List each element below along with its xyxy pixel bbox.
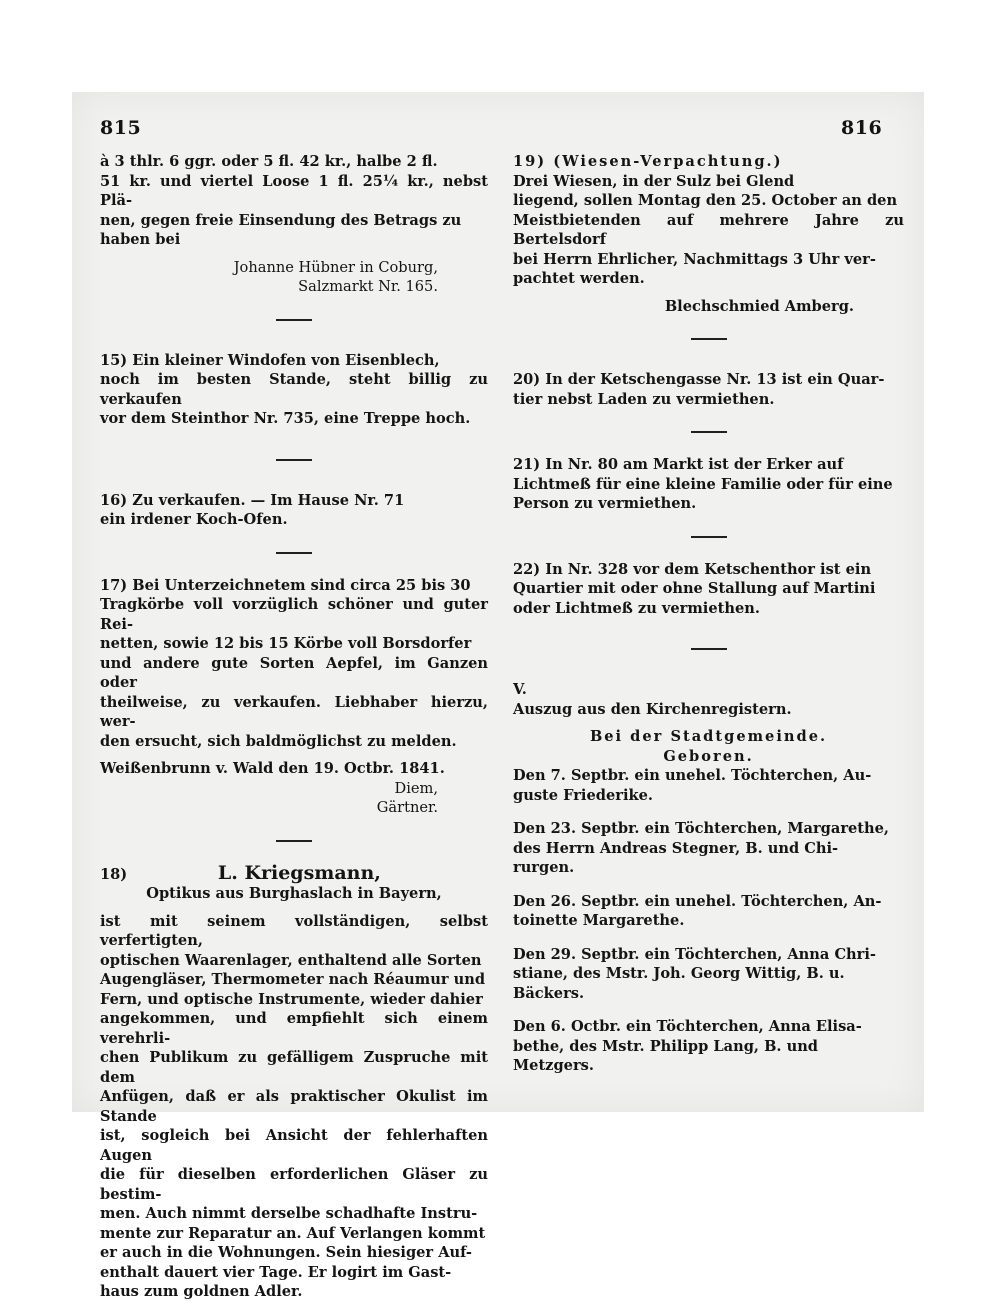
text-line: oder Lichtmeß zu vermiethen. [513,599,760,617]
ad-20 [513,370,904,409]
text-line: Den 6. Octbr. ein Töchterchen, Anna Elisa- [513,1018,862,1035]
text-line: Quartier mit oder ohne Stallung auf Martini [513,580,876,597]
text-line: Anfügen, daß er als praktischer Okulist im Stande [100,1088,488,1125]
text-line: Drei Wiesen, in der Sulz bei Glend [513,172,795,190]
text-line: vor dem Steinthor Nr. 735, eine Treppe hoch. [100,410,471,427]
text-line: toinette Margarethe. [513,912,685,929]
text-line: enthalt dauert vier Tage. Er logirt im Gast- [100,1263,452,1281]
ad-18-number: 18) [100,865,128,883]
text-line: men. Auch nimmt derselbe schadhafte Instru- [100,1205,478,1222]
ad-17 [100,576,488,818]
intro-signature-name: Johanne Hübner in Coburg, [233,258,438,276]
ad-18-name: L. Kriegsmann, [217,861,381,884]
text-line: Lichtmeß für eine kleine Familie oder für eine [513,475,893,493]
text-line: Meistbietenden auf mehrere Jahre zu Bertelsdorf [513,211,904,248]
text-line: den ersucht, sich baldmöglichst zu melden. [100,732,457,750]
text-line: chen Publikum zu gefälligem Zuspruche mit dem [100,1049,488,1086]
text-line: Person zu vermiethen. [513,495,697,512]
ad-18 [100,861,488,1302]
text-line: Den 23. Septbr. ein Töchterchen, Margarethe, [513,820,890,837]
intro-paragraph [100,152,488,250]
birth-entry [513,945,904,1004]
ad-19 [513,152,904,316]
ad-17-signature-role: Gärtner. [376,799,438,816]
text-line: er auch in die Wohnungen. Sein hiesiger Auf- [100,1244,472,1261]
ad-16 [100,491,488,530]
text-line: angekommen, und empfiehlt sich einem verehrli- [100,1010,488,1047]
ad-18-subtitle: Optikus aus Burghaslach in Bayern, [146,885,442,902]
text-line: pachtet werden. [513,270,645,287]
text-line: 22) In Nr. 328 vor dem Ketschenthor ist ein [513,560,872,578]
text-line: mente zur Reparatur an. Auf Verlangen kommt [100,1224,486,1242]
text-line: rurgen. [513,859,575,876]
text-line: nen, gegen freie Einsendung des Betrags zu [100,211,462,229]
birth-entry [513,1017,904,1076]
page-number-right: 816 [841,117,883,139]
text-line: haus zum goldnen Adler. [100,1283,303,1300]
text-line: liegend, sollen Montag den 25. October an den [513,192,898,209]
text-line: 21) In Nr. 80 am Markt ist der Erker auf [513,456,844,473]
text-line: ist mit seinem vollständigen, selbst verfertigten, [100,912,488,949]
left-column [100,152,488,1302]
text-line: tier nebst Laden zu vermiethen. [513,390,775,408]
text-line: theilweise, zu verkaufen. Liebhaber hierzu, wer- [100,693,488,730]
text-line: ist, sogleich bei Ansicht der fehlerhaften Augen [100,1127,488,1164]
text-line: bei Herrn Ehrlicher, Nachmittags 3 Uhr ver- [513,250,876,268]
church-register-section [513,680,904,1076]
text-line: Bäckers. [513,984,585,1002]
text-line: optischen Waarenlager, enthaltend alle Sorten [100,951,482,969]
text-line: Tragkörbe voll vorzüglich schöner und guter Rei- [100,596,488,633]
right-column [513,152,904,1076]
text-line: à 3 thlr. 6 ggr. oder 5 fl. 42 kr., halbe 2 fl. [100,153,438,170]
text-line: netten, sowie 12 bis 15 Körbe voll Borsdorfer [100,635,472,652]
text-line: Fern, und optische Instrumente, wieder dahier [100,990,483,1008]
page-number-left: 815 [100,117,142,139]
section-numeral: V. [513,681,527,698]
ad-21 [513,455,904,514]
text-line: die für dieselben erforderlichen Gläser zu bestim- [100,1166,488,1203]
intro-signature-address: Salzmarkt Nr. 165. [298,278,438,295]
text-line: Den 7. Septbr. ein unehel. Töchterchen, Au- [513,767,872,784]
text-line: Metzgers. [513,1057,594,1074]
section-subtitle: Bei der Stadtgemeinde. [589,728,828,745]
ad-17-signature-name: Diem, [394,779,438,797]
ad-22 [513,560,904,619]
text-line: 16) Zu verkaufen. — Im Hause Nr. 71 [100,491,405,509]
ad-19-heading: 19) (Wiesen-Verpachtung.) [513,153,783,170]
birth-entry [513,766,904,805]
text-line: ein irdener Koch-Ofen. [100,511,288,528]
text-line: bethe, des Mstr. Philipp Lang, B. und [513,1037,819,1055]
text-line: guste Friederike. [513,786,653,804]
text-line: 20) In der Ketschengasse Nr. 13 ist ein Quar- [513,371,885,388]
text-line: stiane, des Mstr. Joh. Georg Wittig, B. u. [513,965,845,982]
ad-15 [100,351,488,429]
text-line: 17) Bei Unterzeichnetem sind circa 25 bis 30 [100,576,471,594]
birth-entry [513,819,904,878]
text-line: des Herrn Andreas Stegner, B. und Chi- [513,839,839,857]
text-line: 15) Ein kleiner Windofen von Eisenblech, [100,351,440,369]
ad-19-signature: Blechschmied Amberg. [664,297,854,315]
text-line: Den 26. Septbr. ein unehel. Töchterchen, An- [513,892,882,910]
text-line: Den 29. Septbr. ein Töchterchen, Anna Chri- [513,945,876,963]
text-line: Augengläser, Thermometer nach Réaumur und [100,971,486,988]
text-line: haben bei [100,231,181,248]
births-heading: Geboren. [663,747,754,765]
birth-entry [513,892,904,931]
text-line: noch im besten Stande, steht billig zu verkaufen [100,371,488,408]
section-title: Auszug aus den Kirchenregistern. [513,700,792,718]
ad-17-place-date: Weißenbrunn v. Wald den 19. Octbr. 1841. [100,760,445,777]
text-line: und andere gute Sorten Aepfel, im Ganzen oder [100,654,488,691]
text-line: 51 kr. und viertel Loose 1 fl. 25¼ kr., nebst Plä- [100,172,488,209]
